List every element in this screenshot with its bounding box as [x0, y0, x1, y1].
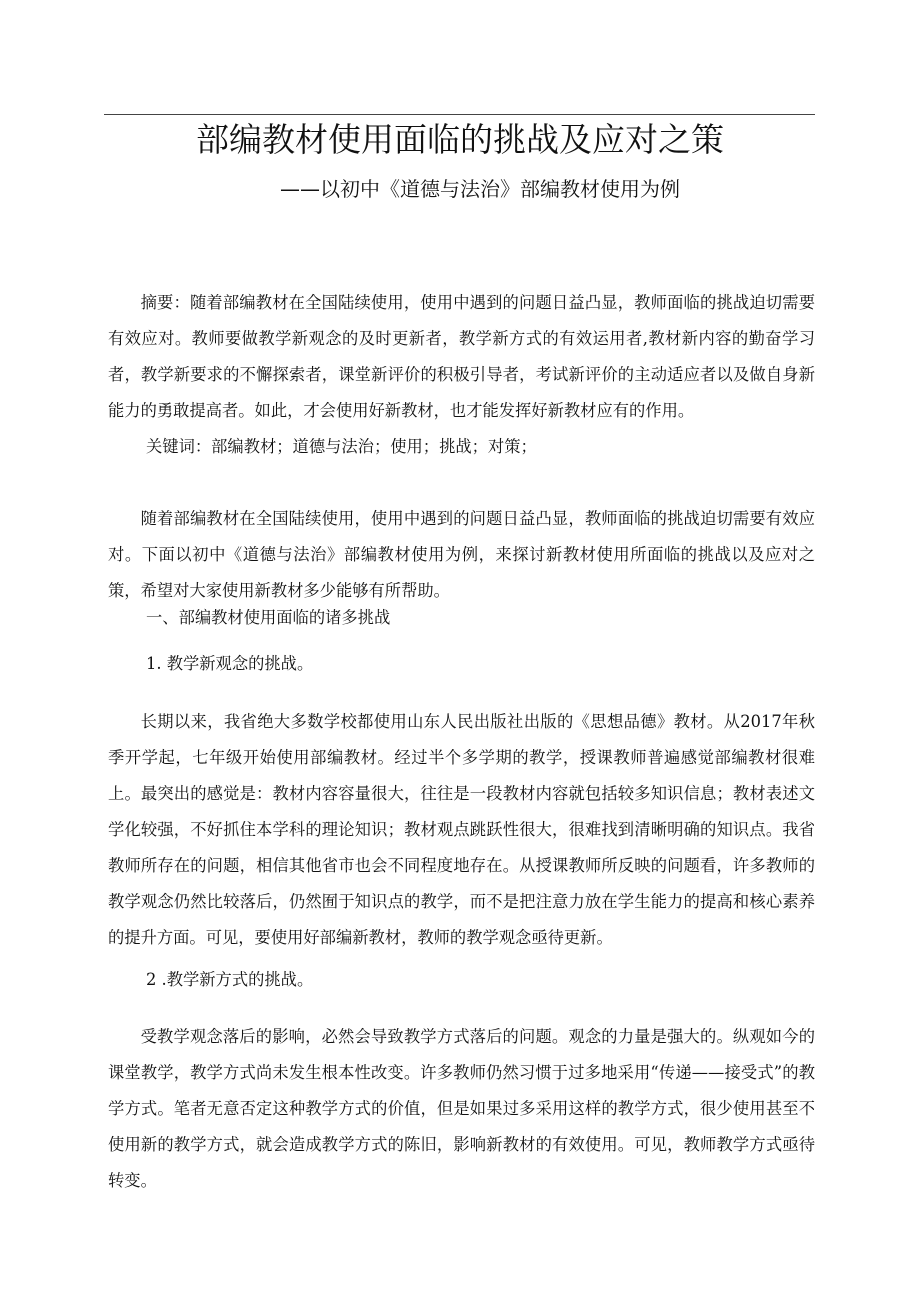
- header-rule: [104, 114, 815, 115]
- intro-paragraph: 随着部编教材在全国陆续使用，使用中遇到的问题日益凸显，教师面临的挑战迫切需要有效应对。下面以初中《道德与法治》部编教材使用为例，来探讨新教材使用所面临的挑战以及应对之策，希望对大家使用新教材多少能够有所帮助。: [108, 509, 815, 600]
- document-title: 部编教材使用面临的挑战及应对之策: [196, 120, 724, 159]
- keywords-line: 关键词：部编教材；道德与法治；使用；挑战；对策；: [146, 437, 537, 456]
- subsection-heading-2: 2 .教学新方式的挑战。: [146, 970, 314, 989]
- section-heading: 一、部编教材使用面临的诸多挑战: [146, 608, 391, 627]
- document-subtitle: ——以初中《道德与法治》部编教材使用为例: [280, 177, 680, 201]
- subsection-body-2: 受教学观念落后的影响，必然会导致教学方式落后的问题。观念的力量是强大的。纵观如今的课堂教学，教学方式尚未发生根本性改变。许多教师仍然习惯于过多地采用“传递——接受式”的教学方式。笔者无意否定这种教学方式的价值，但是如果过多采用这样的教学方式，很少使用甚至不使用新的教学方式，就会造成教学方式的陈旧，影响新教材的有效使用。可见，教师教学方式亟待转变。: [108, 1027, 815, 1190]
- subsection-heading-1: 1. 教学新观念的挑战。: [146, 654, 314, 673]
- subsection-body-1: 长期以来，我省绝大多数学校都使用山东人民出版社出版的《思想品德》教材。从2017年秋季开学起，七年级开始使用部编教材。经过半个多学期的教学，授课教师普遍感觉部编教材很难上。最突出的感觉是：教材内容容量很大，往往是一段教材内容就包括较多知识信息；教材表述文学化较强，不好抓住本学科的理论知识；教材观点跳跃性很大，很难找到清晰明确的知识点。我省教师所存在的问题，相信其他省市也会不同程度地存在。从授课教师所反映的问题看，许多教师的教学观念仍然比较落后，仍然囿于知识点的教学，而不是把注意力放在学生能力的提高和核心素养的提升方面。可见，要使用好部编新教材，教师的教学观念亟待更新。: [108, 712, 815, 947]
- abstract-paragraph: 摘要：随着部编教材在全国陆续使用，使用中遇到的问题日益凸显，教师面临的挑战迫切需要有效应对。教师要做教学新观念的及时更新者，教学新方式的有效运用者,教材新内容的勤奋学习者，教学新要求的不懈探索者，课堂新评价的积极引导者，考试新评价的主动适应者以及做自身新能力的勇敢提高者。如此，才会使用好新教材，也才能发挥好新教材应有的作用。: [108, 293, 815, 420]
